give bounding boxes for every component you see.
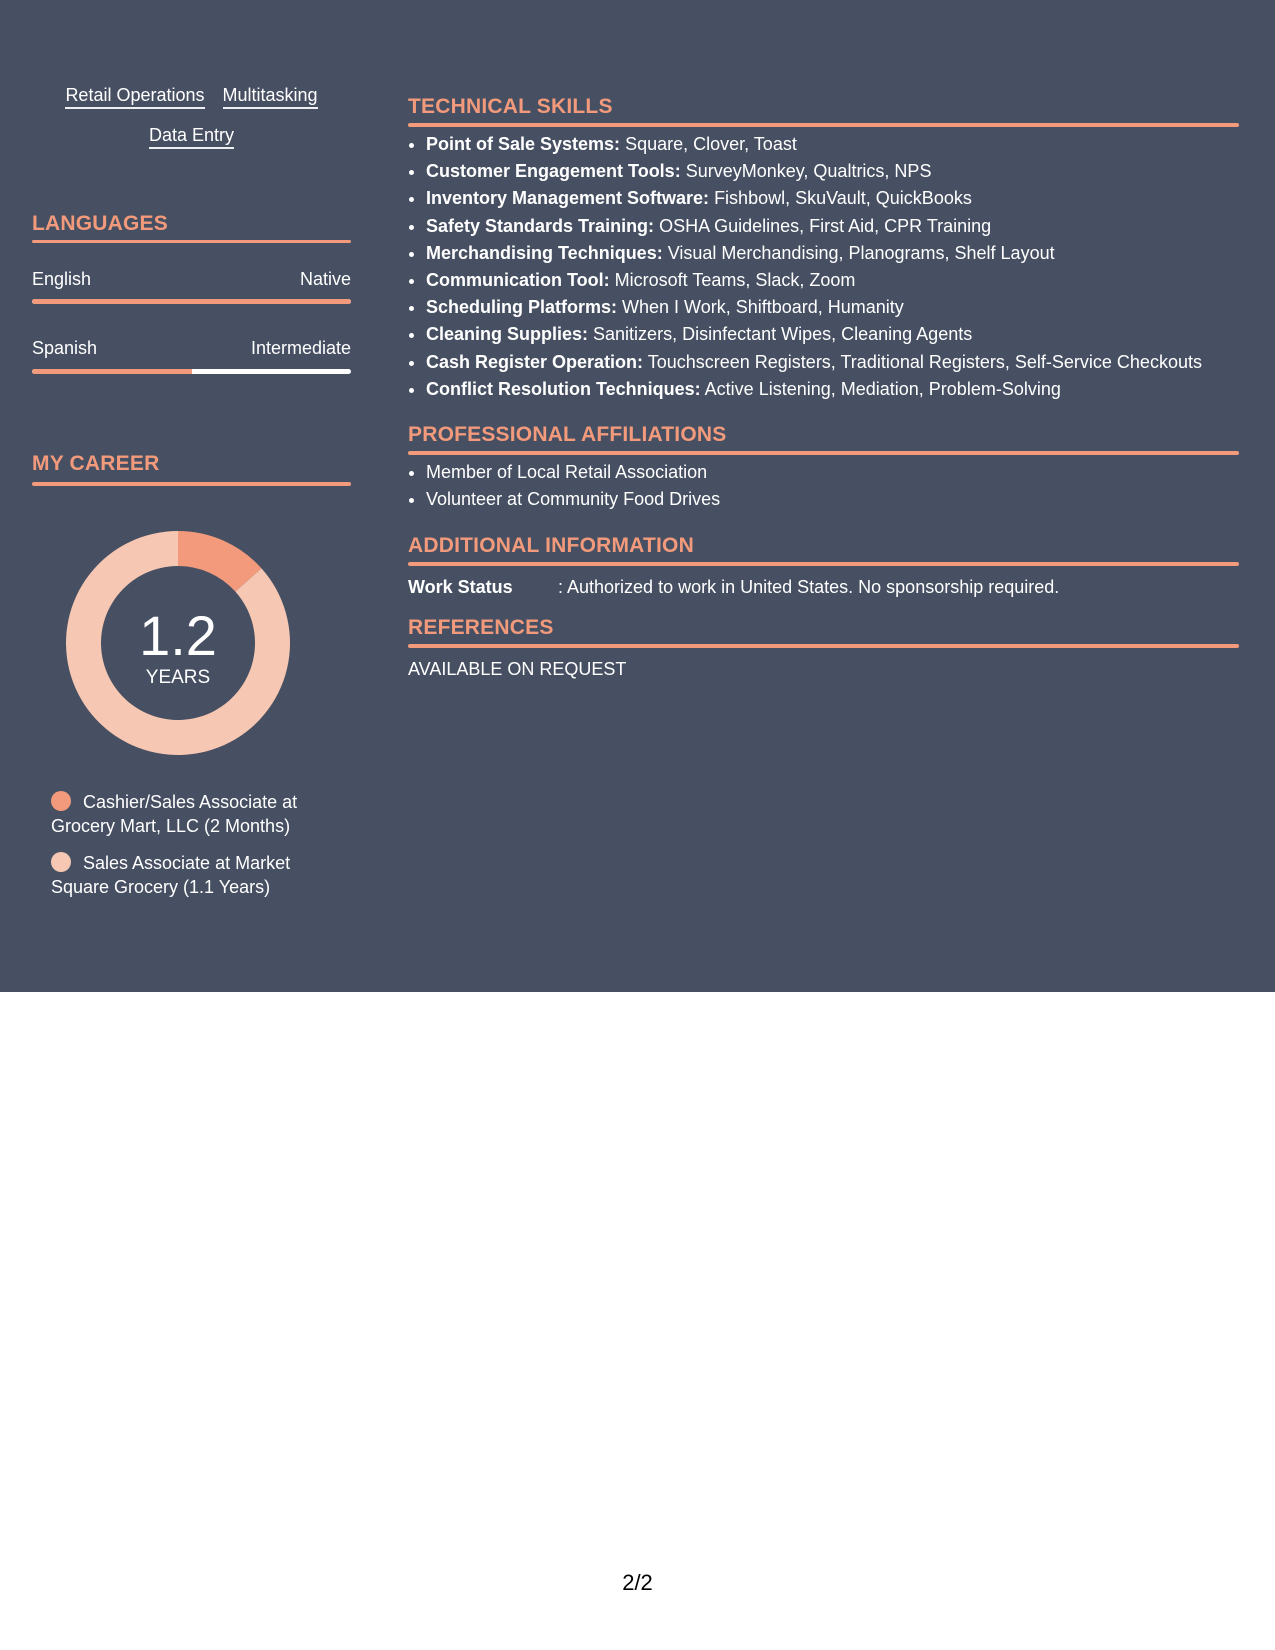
skill-category: Point of Sale Systems: <box>426 134 621 154</box>
skill-values: Touchscreen Registers, Traditional Registers, Self-Service Checkouts <box>643 351 1202 372</box>
skill-category: Cash Register Operation: <box>426 351 644 372</box>
language-name: English <box>32 269 92 289</box>
left-column <box>32 0 351 992</box>
career-total-unit: YEARS <box>145 667 211 688</box>
additional-info-divider <box>408 562 1239 566</box>
languages-heading: LANGUAGES <box>32 212 168 235</box>
skill-values: Sanitizers, Disinfectant Wipes, Cleaning Agents <box>588 324 973 345</box>
legend-dot <box>51 791 71 811</box>
work-status-row <box>408 576 1239 598</box>
list-item: • Member of Local Retail Association <box>426 459 1239 486</box>
page-number: 2/2 <box>622 1570 653 1595</box>
legend-dot <box>51 852 71 872</box>
technical-skills-section <box>408 94 1239 403</box>
skill-tags <box>32 84 351 149</box>
affiliations-divider <box>408 451 1239 455</box>
career-legend <box>51 790 341 912</box>
skill-category: Cleaning Supplies: <box>426 324 589 345</box>
affiliations-section <box>408 422 1239 513</box>
skill-values: Fishbowl, SkuVault, QuickBooks <box>709 188 972 209</box>
career-legend-item <box>51 790 341 838</box>
skill-values: Visual Merchandising, Planograms, Shelf Layout <box>662 242 1055 263</box>
language-bar-english <box>32 299 351 304</box>
skill-tag[interactable]: Data Entry <box>149 124 234 149</box>
language-row-english <box>32 268 351 290</box>
language-level: Native <box>299 269 351 289</box>
skill-category: Conflict Resolution Techniques: <box>426 378 701 399</box>
list-item <box>426 267 1239 294</box>
skill-values: When I Work, Shiftboard, Humanity <box>617 297 904 318</box>
skill-tag[interactable]: Multitasking <box>223 84 318 109</box>
list-item <box>426 131 1239 158</box>
technical-skills-list <box>408 131 1239 403</box>
career-donut-chart <box>66 531 290 755</box>
career-total-value: 1.2 <box>139 604 217 667</box>
career-heading: MY CAREER <box>32 452 160 475</box>
right-column <box>408 0 1239 992</box>
career-legend-label: Sales Associate at Market Square Grocery (1.1 Years) <box>51 853 291 897</box>
affiliations-list <box>408 459 1239 513</box>
skill-category: Merchandising Techniques: <box>426 242 663 263</box>
technical-skills-divider <box>408 123 1239 127</box>
list-item <box>426 185 1239 212</box>
career-legend-label: Cashier/Sales Associate at Grocery Mart, LLC (2 Months) <box>51 792 298 836</box>
career-divider <box>32 482 351 486</box>
list-item <box>426 158 1239 185</box>
skill-values: Microsoft Teams, Slack, Zoom <box>609 270 856 291</box>
additional-info-section <box>408 533 1239 598</box>
references-divider <box>408 644 1239 648</box>
language-bar-spanish <box>32 369 351 374</box>
work-status-label: Work Status <box>408 577 513 597</box>
language-bar-fill <box>32 369 192 374</box>
list-item <box>426 376 1239 403</box>
list-item <box>426 294 1239 321</box>
references-text: AVAILABLE ON REQUEST <box>408 659 627 679</box>
additional-info-heading: ADDITIONAL INFORMATION <box>408 534 694 557</box>
skill-category: Safety Standards Training: <box>426 215 655 236</box>
list-item <box>426 240 1239 267</box>
list-item <box>426 321 1239 348</box>
skill-category: Inventory Management Software: <box>426 188 710 209</box>
skill-category: Communication Tool: <box>426 270 610 291</box>
skill-category: Scheduling Platforms: <box>426 297 618 318</box>
language-row-spanish <box>32 337 351 359</box>
references-section <box>408 615 1239 680</box>
language-bar-fill <box>32 299 351 304</box>
language-name: Spanish <box>32 338 98 358</box>
skill-values: Active Listening, Mediation, Problem-Solving <box>700 378 1061 399</box>
technical-skills-heading: TECHNICAL SKILLS <box>408 95 613 118</box>
references-heading: REFERENCES <box>408 616 554 639</box>
affiliations-heading: PROFESSIONAL AFFILIATIONS <box>408 423 727 446</box>
list-item <box>426 349 1239 376</box>
skill-values: SurveyMonkey, Qualtrics, NPS <box>680 161 932 182</box>
skill-values: OSHA Guidelines, First Aid, CPR Training <box>654 215 992 236</box>
skill-values: Square, Clover, Toast <box>620 134 797 154</box>
list-item: • Volunteer at Community Food Drives <box>426 486 1239 513</box>
language-level: Intermediate <box>250 338 351 358</box>
skill-category: Customer Engagement Tools: <box>426 161 681 182</box>
list-item <box>426 213 1239 240</box>
languages-divider <box>32 240 351 243</box>
skill-tag[interactable]: Retail Operations <box>65 84 204 109</box>
work-status-value: : Authorized to work in United States. No sponsorship required. <box>558 577 1060 597</box>
career-legend-item <box>51 851 341 899</box>
